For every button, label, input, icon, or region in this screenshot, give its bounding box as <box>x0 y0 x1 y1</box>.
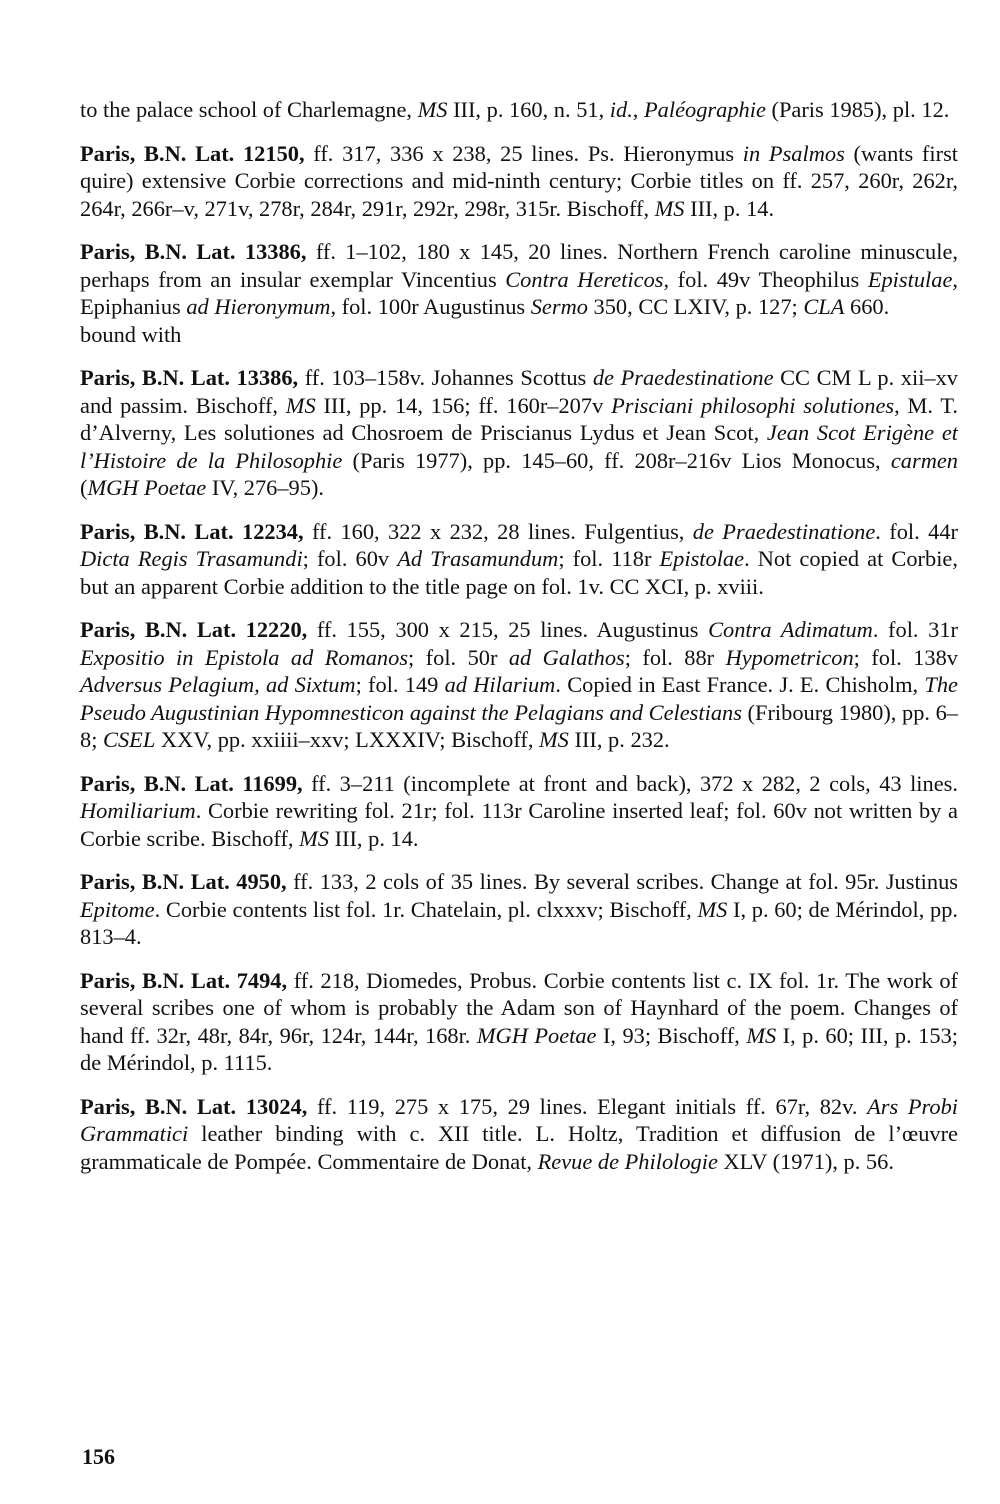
entry-text: I, p. 60; III, p. 153; de Mérindol, p. 1115. <box>80 1022 958 1075</box>
entry-text: . Corbie contents list fol. 1r. Chatelain, pl. clxxxv; Bischoff, <box>154 896 698 922</box>
entry-text: IV, 276–95). <box>206 475 324 500</box>
title-text: Prisciani philosophi solutiones <box>611 392 895 418</box>
title-text: Ars Probi Grammatici <box>80 1093 958 1146</box>
entry-text: ff. 3–211 (incomplete at front and back), 372 x 282, 2 cols, 43 lines. <box>302 770 958 796</box>
title-text: The Pseudo Augustinian Hypomnesticon against the Pelagians and Celestians <box>80 672 958 725</box>
entry-text: leather binding with c. XII title. L. Holtz, Tradition et diffusion de l’œuvre grammaticale de Pompée. Commentaire de Donat, <box>80 1121 958 1174</box>
title-text: MS <box>417 97 448 122</box>
entry-text: XXV, pp. xxiiii–xxv; LXXXIV; Bischoff, <box>155 727 540 752</box>
shelfmark: Paris, B.N. Lat. 7494, <box>80 967 288 993</box>
entry-text: III, p. 14. <box>684 195 775 221</box>
entry-text: III, p. 232. <box>568 727 670 752</box>
title-text: Contra Adimatum <box>708 617 873 642</box>
entry-text: , M. T. d’Alverny, Les solutiones ad Chosroem de Priscianus Lydus et Jean Scot, <box>80 392 958 445</box>
entry-text: ff. 218, Diomedes, Probus. Corbie contents list c. IX fol. 1r. The work of several scribes one of whom is probably the Adam son of Haynhard of the poem. Changes of hand ff. 32r, 48r, 84r, 96r, 124r, 144r, 168r. <box>80 967 959 1048</box>
title-text: MGH Poetae <box>87 475 207 500</box>
title-text: ad Hilarium <box>444 672 556 697</box>
shelfmark: Paris, B.N. Lat. 12220, <box>80 617 308 642</box>
catalogue-entry <box>80 140 958 223</box>
catalogue-entry <box>80 770 958 853</box>
title-text: Jean Scot Erigène et l’Histoire de la Philosophie <box>80 420 958 473</box>
entry-text: , Epiphanius <box>80 266 958 319</box>
title-text: Ad Trasamundum <box>397 546 559 571</box>
entry-text: ff. 103–158v. Johannes Scottus <box>298 365 593 390</box>
title-text: CSEL <box>103 727 156 752</box>
entry-text: . Copied in East France. J. E. Chisholm, <box>555 672 925 697</box>
page-body <box>80 96 958 1191</box>
catalogue-entry <box>80 868 958 951</box>
entry-text: (Paris 1985), pl. 12. <box>765 97 950 122</box>
entry-text: (Paris 1977), pp. 145–60, ff. 208r–216v Lios Monocus, <box>342 447 891 473</box>
entry-text: III, pp. 14, 156; ff. 160r–207v <box>315 392 612 418</box>
entry-text: , fol. 100r Augustinus <box>330 294 531 319</box>
shelfmark: Paris, B.N. Lat. 11699, <box>80 770 303 796</box>
shelfmark: Paris, B.N. Lat. 13386, <box>80 365 299 390</box>
entry-text: bound with <box>80 321 182 347</box>
shelfmark: Paris, B.N. Lat. 13386, <box>80 239 307 264</box>
entry-text: ; fol. 88r <box>624 644 726 670</box>
entry-text: ; fol. 138v <box>853 644 958 670</box>
shelfmark: Paris, B.N. Lat. 13024, <box>80 1093 308 1119</box>
title-text: Paléographie <box>644 97 766 122</box>
entry-text: 660. <box>844 294 890 319</box>
catalogue-entry <box>80 967 958 1077</box>
title-text: Epistolae <box>659 546 745 571</box>
title-text: Expositio in Epistola ad Romanos <box>80 644 409 670</box>
entry-text: ff. 317, 336 x 238, 25 lines. Ps. Hieronymus <box>304 140 743 166</box>
title-text: ad Galathos <box>508 644 625 670</box>
title-text: Contra Hereticos <box>505 266 664 292</box>
entry-text: I, p. 60; de Mérindol, pp. 813–4. <box>80 896 958 949</box>
entry-text: III, p. 160, n. 51, <box>447 97 610 122</box>
title-text: Epitome <box>80 896 155 922</box>
entry-text: (wants first quire) extensive Corbie corrections and mid-ninth century; Corbie titles on ff. 257, 260r, 262r, 264r, 266r–v, 271v, 278r, 284r, 291r, 292r, 298r, 315r. Bischoff, <box>80 140 958 221</box>
title-text: Epistulae <box>867 266 953 292</box>
catalogue-entry <box>80 96 958 124</box>
title-text: in Psalmos <box>742 140 845 166</box>
title-text: carmen <box>890 447 958 473</box>
entry-text: , fol. 49v Theophilus <box>663 266 868 292</box>
entry-text: . fol. 31r <box>872 617 958 642</box>
entry-text: ff. 155, 300 x 215, 25 lines. Augustinus <box>307 617 709 642</box>
catalogue-entry <box>80 321 958 349</box>
title-text: CLA <box>803 294 845 319</box>
entry-text: ; fol. 50r <box>408 644 509 670</box>
shelfmark: Paris, B.N. Lat. 12150, <box>80 140 305 166</box>
title-text: de Praedestinatione <box>592 365 774 390</box>
title-text: MS <box>746 1022 777 1048</box>
entry-text: XLV (1971), p. 56. <box>717 1148 894 1174</box>
entry-text: , <box>632 97 644 122</box>
entry-text: to the palace school of Charlemagne, <box>80 97 418 122</box>
title-text: ad Hieronymum <box>186 294 331 319</box>
entry-text: CC CM L p. xii–xv and passim. Bischoff, <box>80 365 958 418</box>
title-text: MS <box>539 727 569 752</box>
entry-text: ff. 133, 2 cols of 35 lines. By several scribes. Change at fol. 95r. Justinus <box>286 869 958 894</box>
title-text: Adversus Pelagium, ad Sixtum <box>80 672 356 697</box>
entry-text: ff. 160, 322 x 232, 28 lines. Fulgentius, <box>303 518 693 544</box>
entry-text: (Fribourg 1980), pp. 6–8; <box>80 699 958 752</box>
title-text: MS <box>299 825 329 851</box>
catalogue-entry <box>80 616 958 754</box>
title-text: de Praedestinatione <box>692 518 876 544</box>
title-text: id. <box>609 97 633 122</box>
title-text: MS <box>285 392 316 418</box>
title-text: MGH Poetae <box>476 1022 597 1048</box>
catalogue-entry <box>80 364 958 502</box>
title-text: MS <box>697 896 728 922</box>
entry-text: . Corbie rewriting fol. 21r; fol. 113r Caroline inserted leaf; fol. 60v not written by a Corbie scribe. Bischoff, <box>80 798 958 851</box>
title-text: Hypometricon <box>725 644 854 670</box>
entry-text: 350, CC LXIV, p. 127; <box>587 294 804 319</box>
title-text: Dicta Regis Trasamundi <box>80 546 303 571</box>
entry-text: ( <box>80 475 88 500</box>
entry-text: ff. 119, 275 x 175, 29 lines. Elegant initials ff. 67r, 82v. <box>307 1093 868 1119</box>
title-text: Sermo <box>530 294 588 319</box>
entry-text: . Not copied at Corbie, but an apparent Corbie addition to the title page on fol. 1v. CC XCI, p. xviii. <box>80 546 958 599</box>
title-text: Revue de Philologie <box>537 1148 718 1174</box>
title-text: MS <box>654 195 685 221</box>
entry-text: ; fol. 149 <box>355 672 445 697</box>
catalogue-entry <box>80 1093 958 1176</box>
entry-text: I, 93; Bischoff, <box>596 1022 747 1048</box>
page-number: 156 <box>82 1444 115 1469</box>
title-text: Homiliarium <box>80 798 196 823</box>
entry-text: ff. 1–102, 180 x 145, 20 lines. Northern French caroline minuscule, perhaps from an insular exemplar Vincentius <box>80 239 958 292</box>
entry-text: . fol. 44r <box>875 518 958 544</box>
entry-text: III, p. 14. <box>328 825 419 851</box>
entry-text: ; fol. 118r <box>558 546 660 571</box>
shelfmark: Paris, B.N. Lat. 4950, <box>80 869 287 894</box>
catalogue-entry <box>80 238 958 321</box>
catalogue-entry <box>80 518 958 601</box>
entry-text: ; fol. 60v <box>302 546 398 571</box>
shelfmark: Paris, B.N. Lat. 12234, <box>80 518 304 544</box>
